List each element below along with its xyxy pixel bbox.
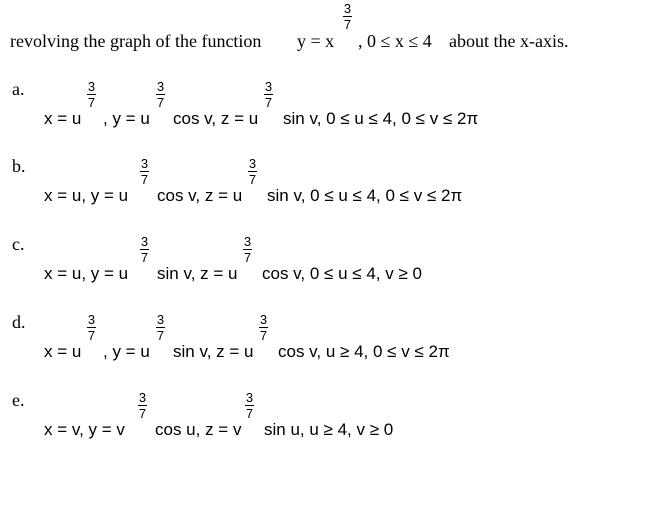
question-text-after: about the x-axis. <box>449 31 569 51</box>
option-z-trig: cos v, u ≥ 4, 0 ≤ v ≤ 2π <box>278 342 450 361</box>
option-y-trig: cos v, z = u <box>157 186 243 205</box>
option-x-def: x = u <box>44 109 82 128</box>
question-function: y = x <box>297 31 335 51</box>
exponent-fraction: 3 7 <box>140 234 149 265</box>
exponent-fraction: 3 7 <box>259 312 268 343</box>
exponent-fraction: 3 7 <box>156 79 165 110</box>
option-y-trig: cos v, z = u <box>173 109 259 128</box>
option-z-trig: sin u, u ≥ 4, v ≥ 0 <box>264 420 394 439</box>
option-y-trig: sin v, z = u <box>173 342 254 361</box>
question-domain: , 0 ≤ x ≤ 4 <box>358 31 432 51</box>
option-y-def: , y = u <box>103 109 150 128</box>
option-label: c. <box>12 234 25 254</box>
option-label: b. <box>12 156 26 176</box>
option-x-def: x = u <box>44 342 82 361</box>
option-label: d. <box>12 312 26 332</box>
exponent-fraction: 3 7 <box>245 390 254 421</box>
option-x-def: x = v, y = v <box>44 420 125 439</box>
exponent-fraction: 3 7 <box>140 156 149 187</box>
exponent-fraction: 3 7 <box>264 79 273 110</box>
exponent-fraction: 3 7 <box>248 156 257 187</box>
option-x-def: x = u, y = u <box>44 186 129 205</box>
exponent-fraction: 3 7 <box>138 390 147 421</box>
option-x-def: x = u, y = u <box>44 264 129 283</box>
option-z-trig: sin v, 0 ≤ u ≤ 4, 0 ≤ v ≤ 2π <box>283 109 479 128</box>
exponent-fraction: 3 7 <box>243 234 252 265</box>
option-label: e. <box>12 390 25 410</box>
option-label: a. <box>12 79 25 99</box>
option-y-def: , y = u <box>103 342 150 361</box>
exponent-fraction: 3 7 <box>87 312 96 343</box>
option-y-trig: sin v, z = u <box>157 264 238 283</box>
question-text-before: revolving the graph of the function <box>10 31 262 51</box>
question-exponent: 3 7 <box>343 1 352 32</box>
exponent-fraction: 3 7 <box>156 312 165 343</box>
option-y-trig: cos u, z = v <box>155 420 242 439</box>
exponent-fraction: 3 7 <box>87 79 96 110</box>
option-z-trig: cos v, 0 ≤ u ≤ 4, v ≥ 0 <box>262 264 422 283</box>
option-z-trig: sin v, 0 ≤ u ≤ 4, 0 ≤ v ≤ 2π <box>267 186 463 205</box>
